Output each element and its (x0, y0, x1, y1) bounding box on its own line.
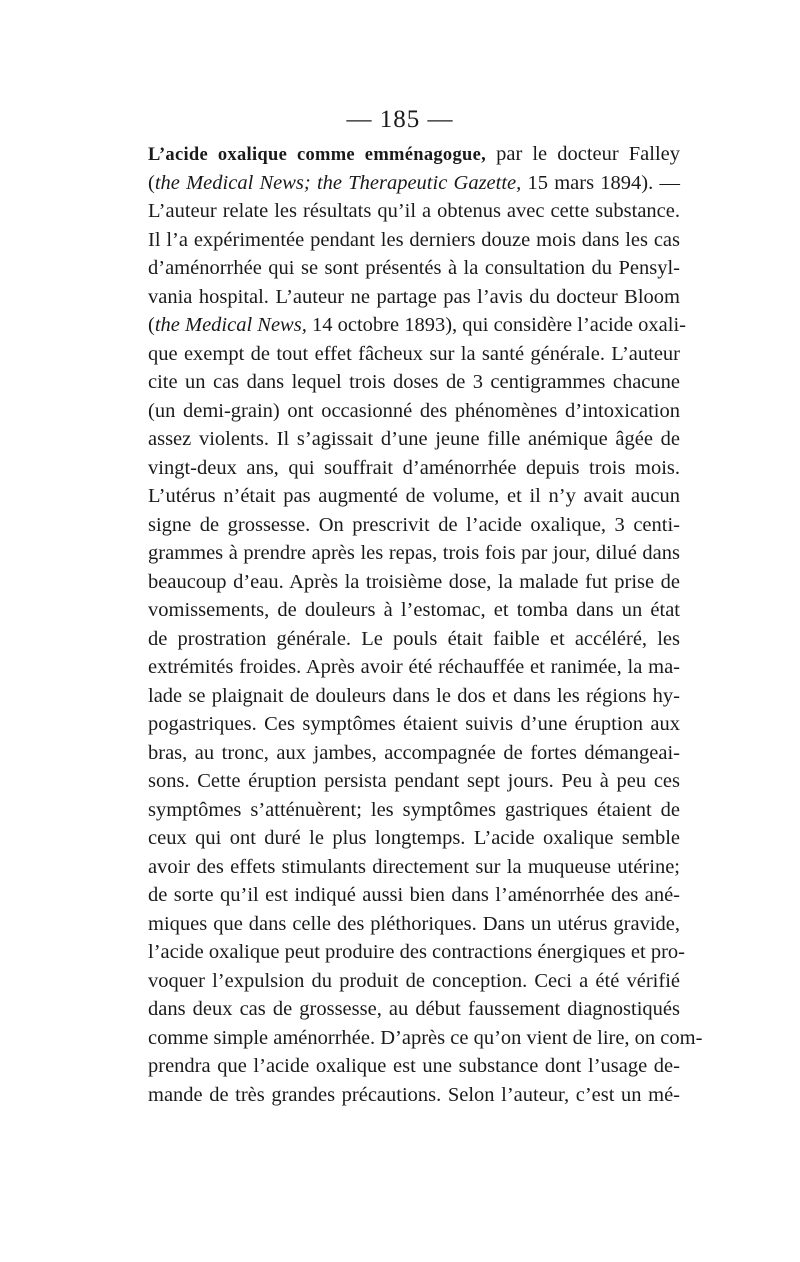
text-line (148, 454, 680, 483)
line-text: mande de très grandes précautions. Selon l’auteur, c’est un mé- (148, 1083, 680, 1106)
line-text: sons. Cette éruption persista pendant sept jours. Peu à peu ces (148, 770, 680, 792)
line-text: que exempt de tout effet fâcheux sur la santé générale. L’auteur (148, 342, 680, 365)
line-text: de prostration générale. Le pouls était faible et accéléré, les (148, 627, 680, 650)
text-line (148, 739, 680, 768)
article-lines (148, 169, 703, 1110)
text-line (148, 397, 680, 426)
line-text: ceux qui ont duré le plus longtemps. L’acide oxalique semble (148, 827, 680, 849)
text-line (148, 625, 680, 654)
text-line (148, 169, 680, 198)
line-text: avoir des effets stimulants directement sur la muqueuse utérine; (148, 855, 680, 878)
line-text: lade se plaignait de douleurs dans le dos et dans les régions hy- (148, 684, 680, 707)
text-line (148, 254, 680, 283)
line-text: extrémités froides. Après avoir été réchauffée et ranimée, la ma- (148, 656, 680, 678)
line-text: 14 octobre 1893), qui considère l’acide oxali- (306, 314, 686, 336)
text-line (148, 368, 680, 397)
author-intro: par le docteur Falley (486, 143, 680, 165)
line-text: L’auteur relate les résultats qu’il a obtenus avec cette substance. (148, 200, 680, 222)
line-text: vingt-deux ans, qui souffrait d’aménorrhée depuis trois mois. (148, 456, 680, 479)
line-text: Il l’a expérimentée pendant les derniers douze mois dans les cas (148, 228, 680, 251)
text-line (148, 1052, 680, 1081)
line-text: (un demi-grain) ont occasionné des phénomènes d’intoxication (148, 399, 680, 422)
text-line (148, 340, 680, 369)
text-line (148, 796, 680, 825)
line-text: pogastriques. Ces symptômes étaient suivis d’une éruption aux (148, 713, 680, 735)
text-line (148, 596, 680, 625)
line-text: 15 mars 1894). — (521, 171, 680, 194)
text-line (148, 1081, 680, 1110)
line-text: comme simple aménorrhée. D’après ce qu’on vient de lire, on com- (148, 1026, 703, 1049)
text-line (148, 226, 680, 255)
citation-text: the Medical News; the Therapeutic Gazette, (154, 171, 522, 194)
line-text: d’aménorrhée qui se sont présentés à la consultation du Pensyl- (148, 257, 680, 279)
article-title: L’acide oxalique comme emménagogue, (148, 145, 487, 165)
line-text: vomissements, de douleurs à l’estomac, et tomba dans un état (148, 599, 680, 621)
citation-text: the Medical News, (154, 314, 307, 336)
text-line (148, 938, 685, 967)
line-text: voquer l’expulsion du produit de conception. Ceci a été vérifié (148, 969, 680, 992)
line-text: signe de grossesse. On prescrivit de l’acide oxalique, 3 centi- (148, 513, 680, 536)
text-line (148, 511, 680, 540)
line-text: L’utérus n’était pas augmenté de volume, et il n’y avait aucun (148, 485, 680, 507)
page-number: — 185 — (346, 106, 454, 133)
text-line (148, 311, 686, 340)
text-line (148, 853, 680, 882)
text-line (148, 767, 680, 796)
line-text: symptômes s’atténuèrent; les symptômes gastriques étaient de (148, 798, 680, 821)
text-line (148, 653, 680, 682)
article-first-line (148, 140, 680, 169)
line-text: grammes à prendre après les repas, trois fois par jour, dilué dans (148, 542, 680, 564)
text-line (148, 482, 680, 511)
line-text: ( (148, 314, 155, 336)
line-text: vania hospital. L’auteur ne partage pas l’avis du docteur Bloom (148, 285, 680, 308)
text-line (148, 283, 680, 312)
line-text: cite un cas dans lequel trois doses de 3 centigrammes chacune (148, 371, 680, 393)
line-text: dans deux cas de grossesse, au début faussement diagnostiqués (148, 998, 680, 1020)
text-line (148, 881, 680, 910)
text-line (148, 682, 680, 711)
line-text: assez violents. Il s’agissait d’une jeune fille anémique âgée de (148, 428, 680, 450)
line-text: ( (148, 171, 155, 194)
line-text: de sorte qu’il est indiqué aussi bien dans l’aménorrhée des ané- (148, 884, 680, 906)
line-text: miques que dans celle des pléthoriques. Dans un utérus gravide, (148, 912, 680, 935)
line-text: beaucoup d’eau. Après la troisième dose, la malade fut prise de (148, 570, 680, 593)
text-line (148, 1024, 703, 1053)
line-text: prendra que l’acide oxalique est une substance dont l’usage de- (148, 1055, 680, 1077)
article-body (148, 140, 703, 1109)
text-line (148, 995, 680, 1024)
line-text: l’acide oxalique peut produire des contractions énergiques et pro- (148, 941, 685, 963)
text-line (148, 710, 680, 739)
text-line (148, 425, 680, 454)
text-line (148, 967, 680, 996)
text-line (148, 910, 680, 939)
text-line (148, 568, 680, 597)
text-line (148, 539, 680, 568)
line-text: bras, au tronc, aux jambes, accompagnée de fortes démangeai- (148, 741, 680, 764)
text-line (148, 824, 680, 853)
text-line (148, 197, 680, 226)
